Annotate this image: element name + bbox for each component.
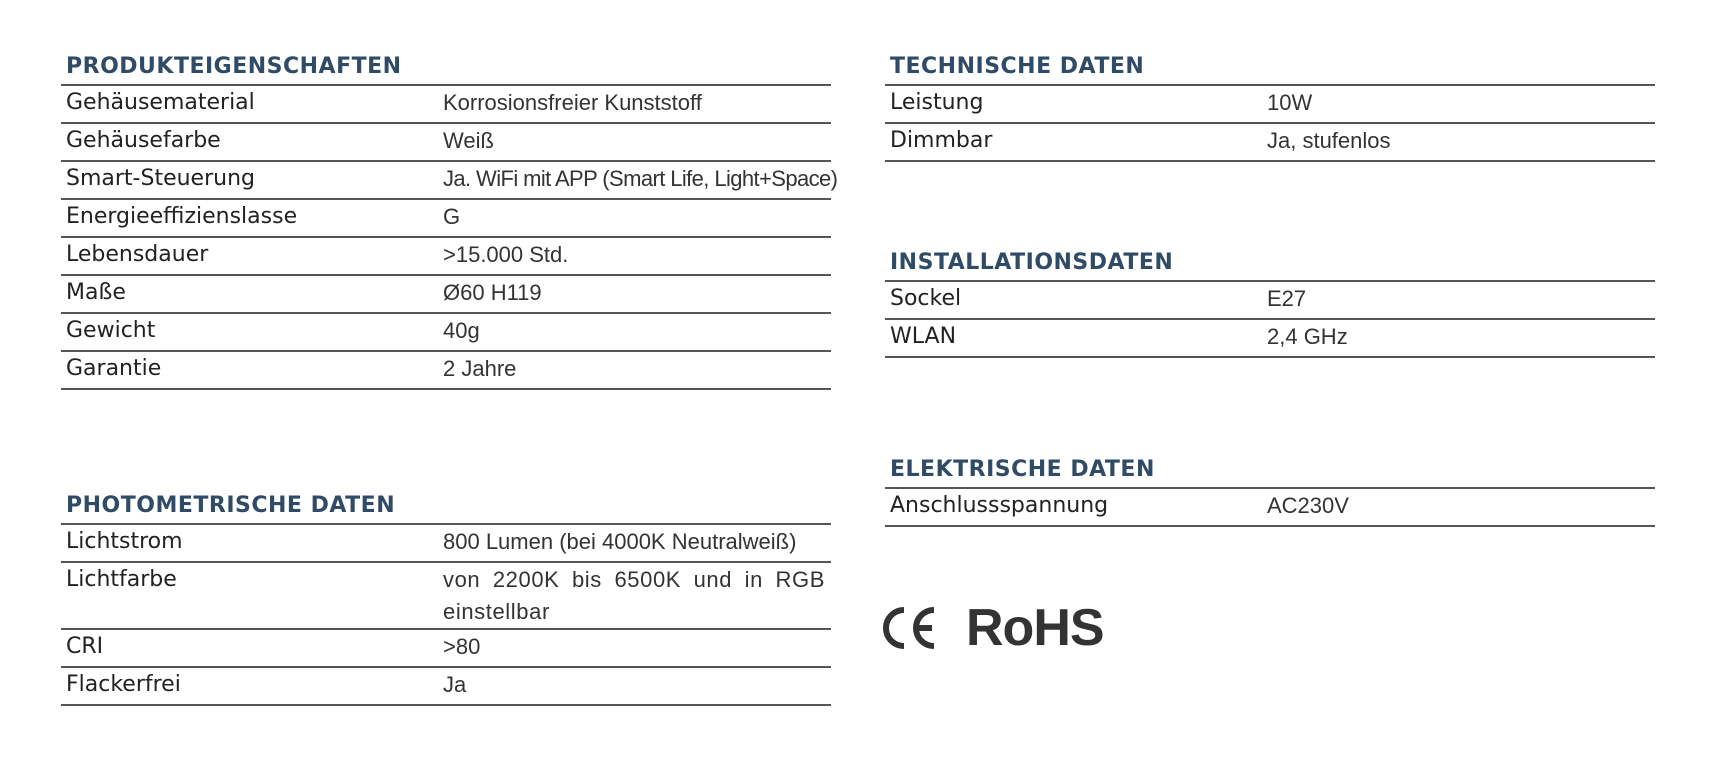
spec-table (885, 487, 1655, 527)
row-value: 10W (1267, 90, 1313, 115)
spec-table (61, 523, 831, 706)
section-photometrische-daten (61, 493, 831, 706)
row-label: Anschlussspannung (890, 493, 1109, 518)
row-label: Dimmbar (890, 128, 993, 153)
table-row (61, 563, 831, 630)
table-row (61, 352, 831, 390)
table-row (885, 124, 1655, 162)
table-row (61, 276, 831, 314)
certification-logos (880, 598, 1104, 658)
row-value: >15.000 Std. (443, 242, 569, 267)
row-label: Lebensdauer (66, 242, 209, 267)
section-title: PRODUKTEIGENSCHAFTEN (66, 54, 402, 79)
row-label: Garantie (66, 356, 162, 381)
row-value: E27 (1267, 286, 1307, 311)
section-elektrische-daten (885, 457, 1655, 527)
row-value: von 2200K bis 6500K und in RGB einstellbar (443, 567, 825, 624)
section-installationsdaten (885, 250, 1655, 358)
table-row (885, 320, 1655, 358)
spec-table (61, 84, 838, 390)
table-row (61, 238, 831, 276)
row-value: Ø60 H119 (443, 280, 542, 305)
row-label: Energieeffizienslasse (66, 204, 298, 229)
row-value: 800 Lumen (bei 4000K Neutralweiß) (443, 529, 797, 554)
row-value: Korrosionsfreier Kunststoff (443, 90, 702, 115)
table-row (885, 86, 1655, 124)
section-technische-daten (885, 54, 1655, 162)
section-title: TECHNISCHE DATEN (890, 54, 1145, 79)
row-value: Ja, stufenlos (1267, 128, 1391, 153)
section-title: INSTALLATIONSDATEN (890, 250, 1174, 275)
row-value: 40g (443, 318, 480, 343)
row-label: Sockel (890, 286, 962, 311)
row-label: Smart-Steuerung (66, 166, 255, 191)
row-value: 2 Jahre (443, 356, 517, 381)
row-label: Leistung (890, 90, 984, 115)
row-label: Gehäusematerial (66, 90, 255, 115)
table-row (61, 86, 831, 124)
table-row (885, 489, 1655, 527)
table-row (885, 282, 1655, 320)
ce-mark-icon (880, 604, 938, 652)
row-label: Flackerfrei (66, 672, 181, 697)
row-label: Gewicht (66, 318, 156, 343)
row-label: CRI (66, 634, 104, 659)
spec-table (885, 84, 1655, 162)
row-value: G (443, 204, 461, 229)
table-row (61, 314, 831, 352)
table-row (61, 124, 831, 162)
spec-table (885, 280, 1655, 358)
table-row (61, 200, 831, 238)
table-row (61, 162, 838, 200)
row-value: Ja (443, 672, 467, 697)
row-value: Weiß (443, 128, 494, 153)
row-value: Ja. WiFi mit APP (Smart Life, Light+Space) (443, 166, 838, 191)
row-label: Gehäusefarbe (66, 128, 221, 153)
row-value: 2,4 GHz (1267, 324, 1348, 349)
table-row (61, 525, 831, 563)
section-title: PHOTOMETRISCHE DATEN (66, 493, 396, 518)
section-title: ELEKTRISCHE DATEN (890, 457, 1155, 482)
row-value: AC230V (1267, 493, 1349, 518)
row-label: Lichtstrom (66, 529, 183, 554)
section-produkteigenschaften (61, 54, 838, 390)
table-row (61, 630, 831, 668)
row-label: Maße (66, 280, 126, 305)
table-row (61, 668, 831, 706)
rohs-logo: RoHS (966, 599, 1104, 657)
row-label: Lichtfarbe (66, 567, 177, 592)
row-label: WLAN (890, 324, 957, 349)
row-value: >80 (443, 634, 481, 659)
